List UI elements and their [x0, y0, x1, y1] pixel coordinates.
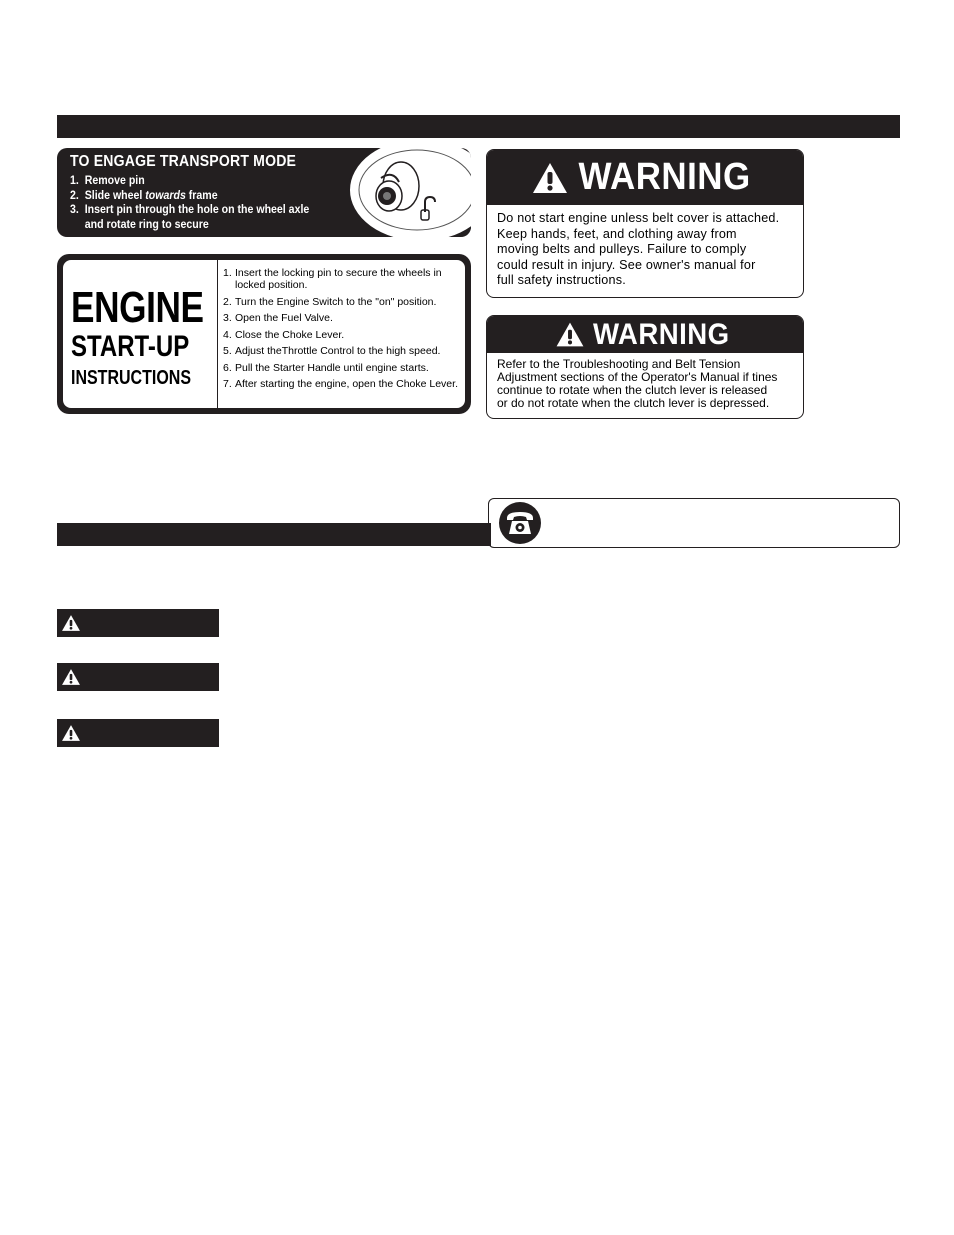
transport-step: 2. Slide wheel towards frame [70, 189, 218, 202]
engine-step: 7. After starting the engine, open the Choke Lever. [223, 378, 458, 390]
transport-step: 3. Insert pin through the hole on the wheel axle and rotate ring to secure [70, 204, 310, 231]
warning-header [487, 316, 803, 353]
engine-startup-title: ENGINE START-UP INSTRUCTIONS [71, 283, 204, 389]
warning-triangle-icon [61, 614, 81, 632]
signal-word-bar [57, 719, 219, 747]
engine-label-divider [217, 260, 218, 408]
warning-text: Refer to the Troubleshooting and Belt Tension Adjustment sections of the Operator's Manual if tines continue to rotate when the clutch lever is released or do not rotate when the clutch lever is depressed. [497, 357, 778, 410]
engine-step: 6. Pull the Starter Handle until engine starts. [223, 361, 429, 374]
engine-label-inner [63, 260, 465, 408]
warning-label-belt-cover [486, 149, 804, 298]
transport-steps [70, 174, 309, 232]
transport-mode-label [57, 148, 471, 237]
warning-triangle-icon [531, 161, 569, 195]
transport-step: 1. Remove pin [70, 175, 145, 187]
warning-triangle-icon [61, 668, 81, 686]
warning-triangle-icon [555, 321, 585, 348]
warning-word: WARNING [578, 156, 752, 198]
warning-triangle-icon [61, 724, 81, 742]
warning-label-troubleshooting [486, 315, 804, 419]
wheel-pin-illustration [321, 148, 471, 237]
section-header-bar [57, 115, 900, 138]
engine-step: 1. Insert the locking pin to secure the wheels in locked position. [223, 267, 442, 291]
transport-title: TO ENGAGE TRANSPORT MODE [70, 153, 297, 170]
signal-word-bar [57, 609, 219, 637]
engine-steps [223, 267, 461, 395]
engine-step: 4. Close the Choke Lever. [223, 328, 345, 341]
customer-service-box [488, 498, 900, 548]
warning-text: Do not start engine unless belt cover is attached. Keep hands, feet, and clothing away from moving belts and pulleys. Failure to comply could result in injury. See owner's manual for full safety instructions. [497, 211, 780, 287]
warning-header [487, 150, 803, 205]
signal-word-bar [57, 663, 219, 691]
engine-step: 5. Adjust theThrottle Control to the high speed. [223, 345, 441, 357]
engine-step: 2. Turn the Engine Switch to the "on" position. [223, 295, 437, 308]
engine-startup-label [57, 254, 471, 414]
warning-word: WARNING [592, 317, 730, 351]
engine-step: 3. Open the Fuel Valve. [223, 312, 333, 324]
section-header-bar [57, 523, 491, 546]
telephone-icon [499, 502, 541, 544]
